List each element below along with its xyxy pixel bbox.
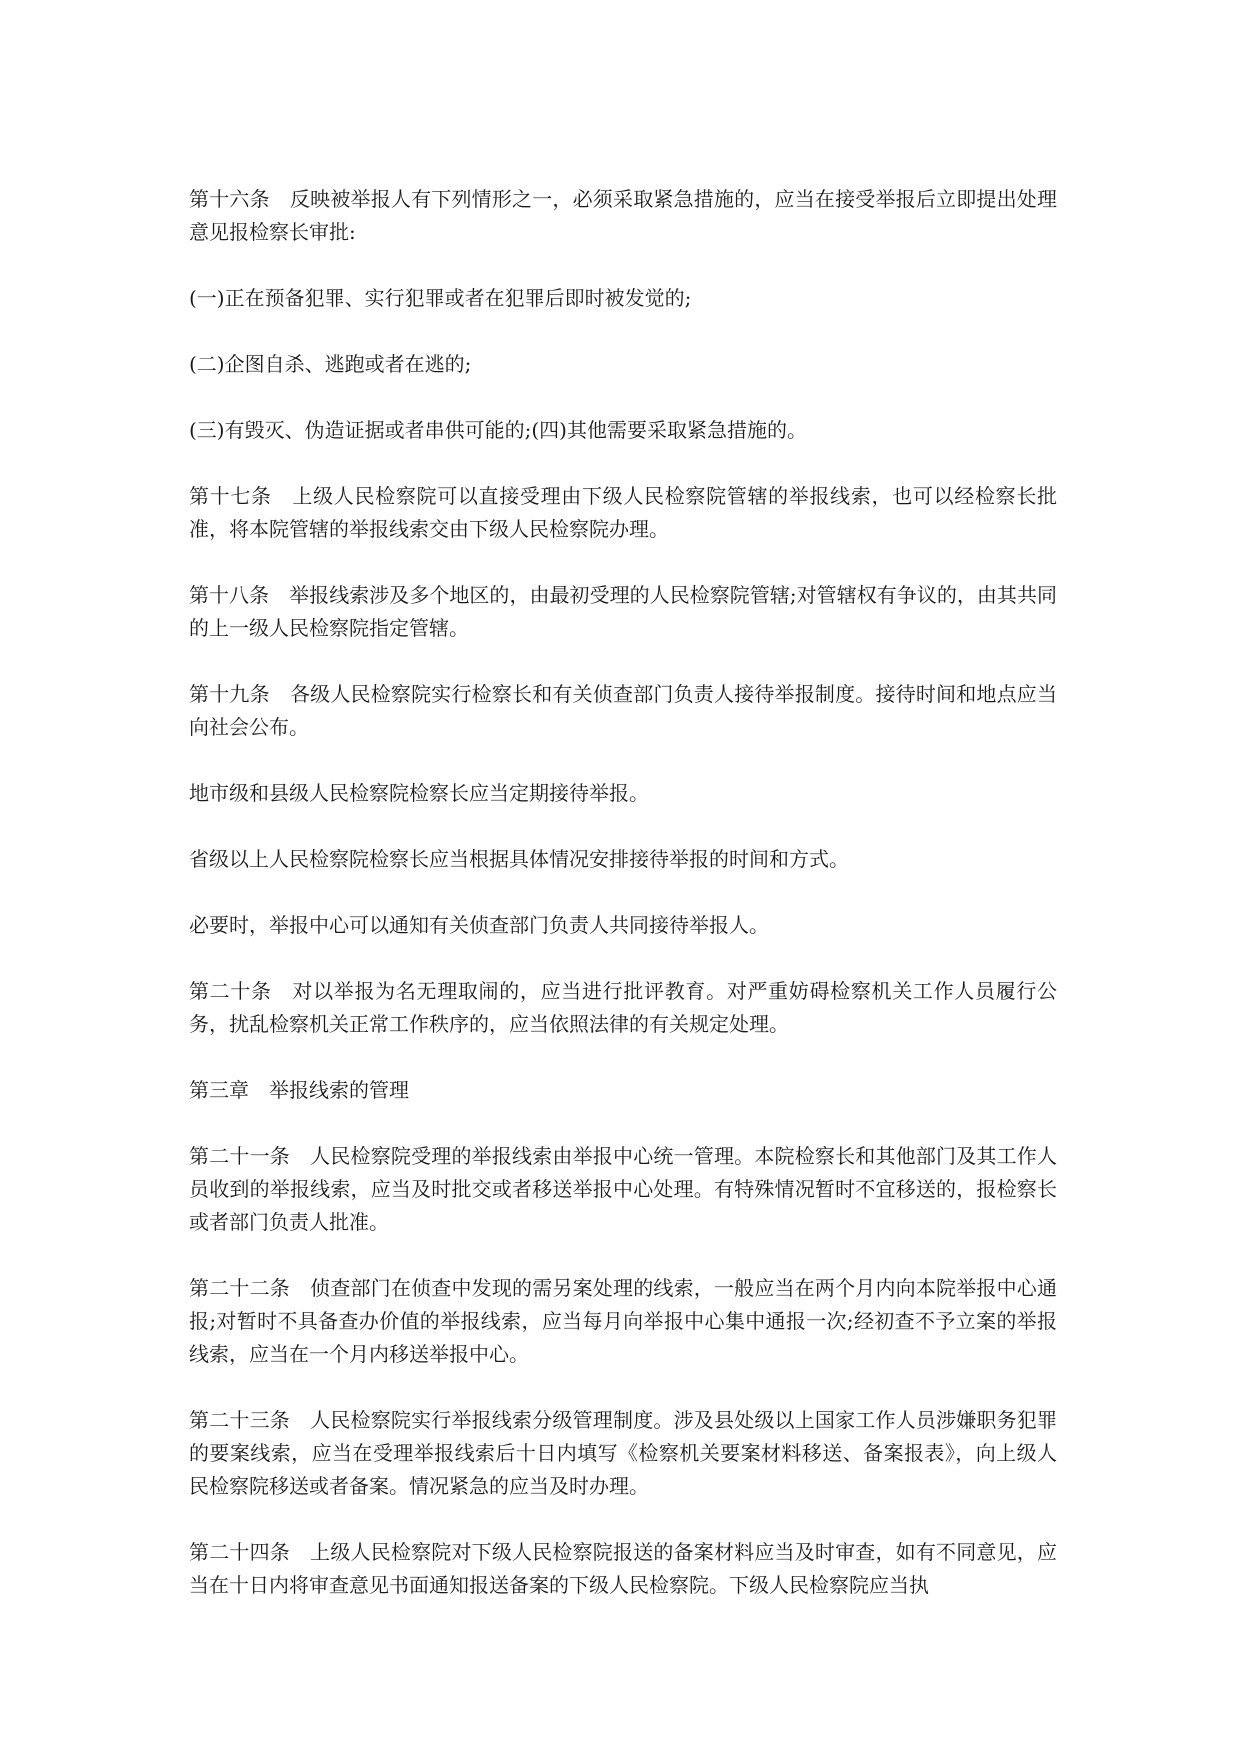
article-20: 第二十条 对以举报为名无理取闹的，应当进行批评教育。对严重妨碍检察机关工作人员履行公务，扰乱检察机关正常工作秩序的，应当依照法律的有关规定处理。 — [189, 979, 1057, 1036]
article-16-item-1: (一)正在预备犯罪、实行犯罪或者在犯罪后即时被发觉的; — [189, 286, 692, 310]
article-19-para-4: 必要时，举报中心可以通知有关侦查部门负责人共同接待举报人。 — [189, 913, 769, 937]
article-22: 第二十二条 侦查部门在侦查中发现的需另案处理的线索，一般应当在两个月内向本院举报中心通报;对暂时不具备查办价值的举报线索，应当每月向举报中心集中通报一次;经初查不予立案的举报线索，应当在一个月内移送举报中心。 — [189, 1276, 1057, 1366]
article-16-item-3-4: (三)有毁灭、伪造证据或者串供可能的;(四)其他需要采取紧急措施的。 — [189, 418, 807, 442]
article-24: 第二十四条 上级人民检察院对下级人民检察院报送的备案材料应当及时审查，如有不同意见，应当在十日内将审查意见书面通知报送备案的下级人民检察院。下级人民检察院应当执 — [189, 1540, 1057, 1597]
article-19-para-2: 地市级和县级人民检察院检察长应当定期接待举报。 — [189, 781, 649, 805]
article-19-para-3: 省级以上人民检察院检察长应当根据具体情况安排接待举报的时间和方式。 — [189, 847, 849, 871]
chapter-3-heading: 第三章 举报线索的管理 — [189, 1078, 409, 1102]
article-16-item-2: (二)企图自杀、逃跑或者在逃的; — [189, 352, 472, 376]
article-23: 第二十三条 人民检察院实行举报线索分级管理制度。涉及县处级以上国家工作人员涉嫌职务犯罪的要案线索，应当在受理举报线索后十日内填写《检察机关要案材料移送、备案报表》，向上级人民检察院移送或者备案。情况紧急的应当及时办理。 — [189, 1408, 1057, 1498]
document-body — [189, 183, 1057, 1635]
article-19: 第十九条 各级人民检察院实行检察长和有关侦查部门负责人接待举报制度。接待时间和地点应当向社会公布。 — [189, 682, 1057, 739]
article-16: 第十六条 反映被举报人有下列情形之一，必须采取紧急措施的，应当在接受举报后立即提出处理意见报检察长审批: — [189, 187, 1057, 244]
article-17: 第十七条 上级人民检察院可以直接受理由下级人民检察院管辖的举报线索，也可以经检察长批准，将本院管辖的举报线索交由下级人民检察院办理。 — [189, 484, 1057, 541]
article-21: 第二十一条 人民检察院受理的举报线索由举报中心统一管理。本院检察长和其他部门及其工作人员收到的举报线索，应当及时批交或者移送举报中心处理。有特殊情况暂时不宜移送的，报检察长或者部门负责人批准。 — [189, 1144, 1057, 1234]
article-18: 第十八条 举报线索涉及多个地区的，由最初受理的人民检察院管辖;对管辖权有争议的，由其共同的上一级人民检察院指定管辖。 — [189, 583, 1057, 640]
